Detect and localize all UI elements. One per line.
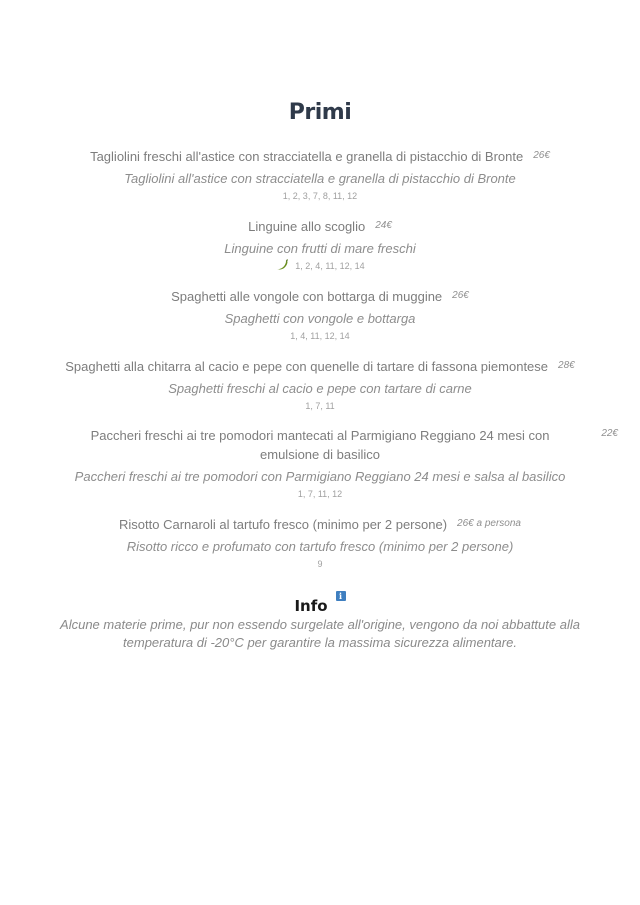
dish-item — [20, 356, 620, 413]
dish-description: Tagliolini all'astice con stracciatella e granella di pistacchio di Bronte — [124, 171, 516, 186]
section-title: Primi — [288, 100, 352, 125]
dish-name: Tagliolini freschi all'astice con stracciatella e granella di pistacchio di Bronte — [90, 149, 524, 164]
dish-allergens: 9 — [317, 559, 323, 569]
dish-description: Linguine con frutti di mare freschi — [224, 241, 416, 256]
dish-item — [40, 216, 600, 273]
dish-description: Spaghetti con vongole e bottarga — [224, 311, 416, 326]
chili-pepper-icon — [275, 259, 289, 271]
dish-name: Spaghetti alle vongole con bottarga di muggine — [171, 289, 443, 304]
dish-allergens: 1, 7, 11, 12 — [297, 489, 343, 499]
dish-item — [40, 514, 600, 571]
dish-allergens: 1, 2, 4, 11, 12, 14 — [295, 261, 365, 271]
dish-price: 26€ — [533, 150, 550, 161]
dish-price: 26€ — [452, 290, 469, 301]
info-text: Alcune materie prime, pur non essendo surgelate all'origine, vengono da noi abbattute alla temperatura di -20°C per garantire la massima sicurezza alimentare. — [60, 617, 580, 650]
info-title: Info — [294, 597, 328, 615]
dish-allergens: 1, 2, 3, 7, 8, 11, 12 — [282, 191, 358, 201]
dish-price: 28€ — [558, 360, 575, 371]
info-icon[interactable]: i — [336, 591, 346, 601]
dish-name: Spaghetti alla chitarra al cacio e pepe con quenelle di tartare di fassona piemontese — [65, 359, 549, 374]
info-heading — [0, 591, 640, 615]
dish-price: 26€ a persona — [457, 518, 521, 529]
dish-item — [40, 146, 600, 203]
dish-allergens: 1, 7, 11 — [305, 401, 335, 411]
dish-description: Spaghetti freschi al cacio e pepe con tartare di carne — [168, 381, 472, 396]
dish-allergens: 1, 4, 11, 12, 14 — [290, 331, 350, 341]
dish-name: Paccheri freschi ai tre pomodori mantecati al Parmigiano Reggiano 24 mesi con emulsione di basilico — [90, 428, 550, 462]
dish-description: Risotto ricco e profumato con tartufo fresco (minimo per 2 persone) — [126, 539, 514, 554]
dish-name: Risotto Carnaroli al tartufo fresco (minimo per 2 persone) — [119, 517, 448, 532]
dish-item — [40, 286, 600, 343]
dish-price: 22€ — [601, 428, 618, 439]
dish-price: 24€ — [375, 220, 392, 231]
dish-item — [20, 426, 620, 501]
dish-name: Linguine allo scoglio — [248, 219, 366, 234]
dish-description: Paccheri freschi ai tre pomodori con Parmigiano Reggiano 24 mesi e salsa al basilico — [74, 469, 566, 484]
